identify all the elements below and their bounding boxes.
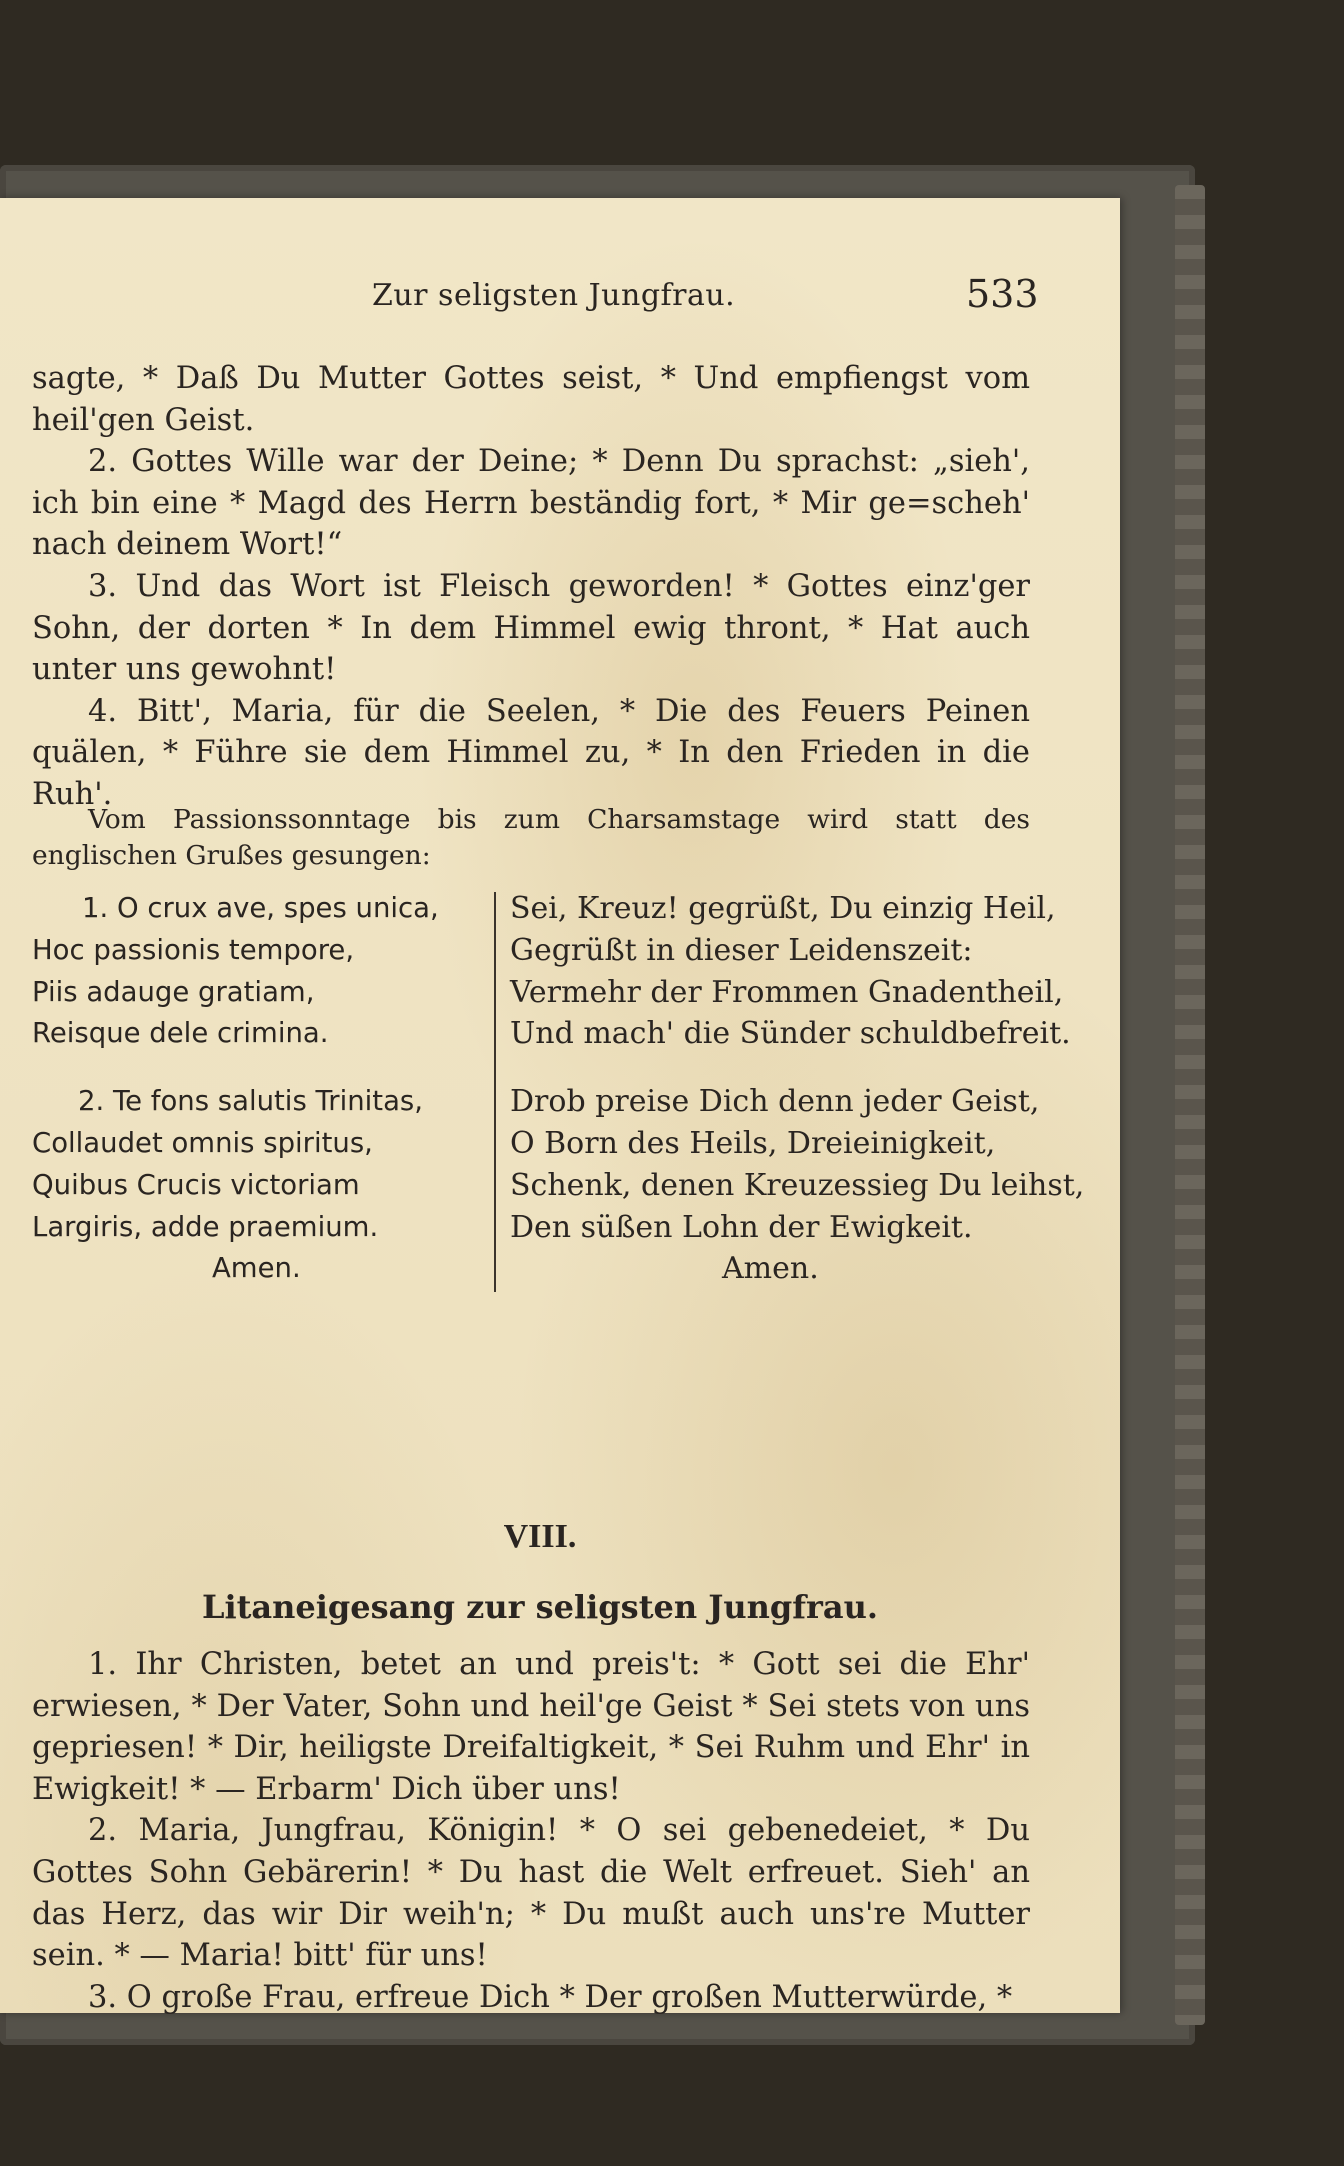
latin-line: 2. Te fons salutis Trinitas, (78, 1085, 423, 1118)
litany-verse-3: 3. O große Frau, erfreue Dich * Der großen Mutterwürde, * (88, 1979, 1013, 2015)
latin-stanza-1 (32, 888, 492, 1055)
litany-verses (32, 1644, 1030, 2018)
german-amen: Amen. (722, 1251, 819, 1287)
german-line: Drob preise Dich denn jeder Geist, (510, 1084, 1040, 1120)
hymn-paragraph-3: 3. Und das Wort ist Fleisch geworden! * Gottes einz'ger Sohn, der dorten * In dem Himmel ewig thront, * Hat auch unter uns gewohnt! (32, 568, 1030, 688)
german-line: Schenk, denen Kreuzessieg Du leihst, (510, 1167, 1085, 1203)
latin-line: Quibus Crucis victoriam (32, 1168, 360, 1201)
german-line: Den süßen Lohn der Ewigkeit. (510, 1209, 973, 1245)
german-column (510, 888, 1085, 1316)
column-divider (494, 892, 496, 1292)
latin-line: Piis adauge gratiam, (32, 975, 315, 1008)
latin-line: 1. O crux ave, spes unica, (82, 892, 439, 924)
german-line: Vermehr der Frommen Gnadentheil, (510, 974, 1064, 1010)
page-number: 533 (966, 272, 1039, 316)
german-stanza-1 (510, 888, 1071, 1055)
german-line: Und mach' die Sünder schuldbefreit. (510, 1016, 1071, 1052)
german-line: O Born des Heils, Dreieinigkeit, (510, 1125, 996, 1161)
german-line: Sei, Kreuz! gegrüßt, Du einzig Heil, (510, 891, 1056, 926)
book-page (0, 198, 1120, 2013)
parallel-columns (32, 888, 1085, 1498)
latin-column (32, 888, 492, 1316)
german-line: Gegrüßt in dieser Leidenszeit: (510, 932, 973, 968)
rubric-note-text: Vom Passionssonntage bis zum Charsamstage wird statt des englischen Grußes gesungen: (32, 804, 1030, 871)
latin-line: Reisque dele crimina. (32, 1017, 329, 1050)
latin-line: Largiris, adde praemium. (32, 1210, 379, 1243)
section-number: VIII. (503, 1518, 577, 1555)
latin-stanza-2 (32, 1081, 492, 1290)
hymn-paragraph-2: 2. Gottes Wille war der Deine; * Denn Du sprachst: „sieh', ich bin eine * Magd des Herrn beständig fort, * Mir ge=scheh' nach deinem Wort!“ (32, 444, 1030, 563)
page-header (0, 272, 1040, 320)
latin-amen: Amen. (212, 1252, 301, 1285)
german-stanza-2 (510, 1081, 1085, 1290)
latin-line: Hoc passionis tempore, (32, 933, 355, 966)
hymn-paragraph-4: 4. Bitt', Maria, für die Seelen, * Die des Feuers Peinen quälen, * Führe sie dem Himmel zu, * In den Frieden in die Ruh'. (32, 693, 1030, 812)
hymn-text (32, 358, 1030, 816)
hymn-paragraph-1: sagte, * Daß Du Mutter Gottes seist, * Und empfiengst vom heil'gen Geist. (32, 361, 1030, 438)
latin-line: Collaudet omnis spiritus, (32, 1126, 373, 1159)
litany-verse-1: 1. Ihr Christen, betet an und preis't: * Gott sei die Ehr' erwiesen, * Der Vater, Sohn und heil'ge Geist * Sei stets von uns gepriesen! * Dir, heiligste Dreifaltigkeit, * Sei Ruhm und Ehr' in Ewigkeit! * — Erbarm' Dich über uns! (32, 1647, 1030, 1807)
litany-verse-2: 2. Maria, Jungfrau, Königin! * O sei gebenedeiet, * Du Gottes Sohn Gebärerin! * Du hast die Welt erfreuet. Sieh' an das Herz, das wir Dir weih'n; * Du mußt auch uns're Mutter sein. * — Maria! bitt' für uns! (32, 1813, 1030, 1974)
rubric-note (32, 802, 1030, 874)
running-title: Zur seligsten Jungfrau. (372, 278, 736, 313)
section-title: Litaneigesang zur seligsten Jungfrau. (201, 1588, 879, 1626)
